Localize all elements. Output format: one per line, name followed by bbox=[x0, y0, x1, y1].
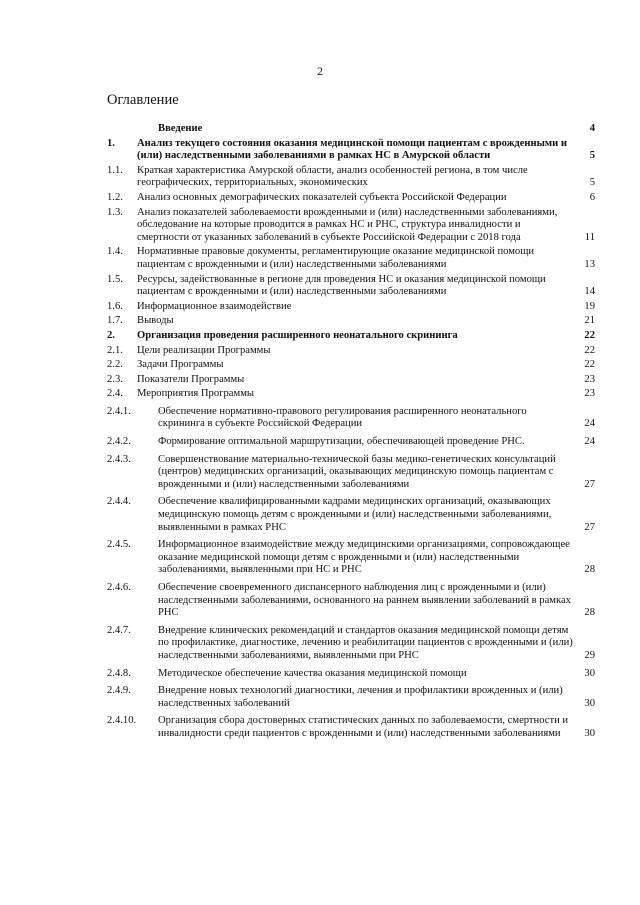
toc-entry-number: 1.4. bbox=[107, 246, 123, 258]
toc-entry[interactable] bbox=[107, 123, 595, 136]
toc-title: Оглавление bbox=[107, 92, 179, 108]
toc-entry[interactable] bbox=[107, 192, 595, 205]
page-number: 2 bbox=[317, 64, 323, 78]
toc-entry[interactable] bbox=[107, 359, 595, 372]
toc-entry[interactable] bbox=[107, 246, 595, 271]
toc-entry-number: 2.4.4. bbox=[107, 496, 131, 508]
toc-entry[interactable] bbox=[107, 685, 595, 710]
toc-entry-number: 1.2. bbox=[107, 191, 123, 203]
toc-entry-page: 23 bbox=[584, 388, 595, 400]
toc-entry-page: 27 bbox=[584, 521, 595, 533]
toc-entry-number: 1.7. bbox=[107, 315, 123, 327]
toc-entry[interactable] bbox=[107, 138, 595, 163]
toc-entry-page: 30 bbox=[584, 727, 595, 739]
toc-entry[interactable] bbox=[107, 454, 595, 492]
toc-entry-page: 22 bbox=[584, 329, 595, 341]
toc-entry-number: 1. bbox=[107, 137, 115, 149]
toc-entry-page: 30 bbox=[584, 667, 595, 679]
toc-entry-number: 2.4.8. bbox=[107, 667, 131, 679]
toc-entry-number: 2.4. bbox=[107, 388, 123, 400]
toc-entry[interactable] bbox=[107, 301, 595, 314]
toc-entry[interactable] bbox=[107, 345, 595, 358]
toc-entry-page: 24 bbox=[584, 436, 595, 448]
toc-entry-title: Обеспечение нормативно-правового регулирования расширенного неонатального скрининга в субъекте Российской Федерации bbox=[158, 405, 527, 430]
toc-entry-page: 5 bbox=[589, 177, 595, 189]
toc-entry-title: Выводы bbox=[137, 315, 174, 327]
toc-entry-page: 28 bbox=[584, 564, 595, 576]
toc-entry[interactable] bbox=[107, 668, 595, 681]
toc-entry[interactable] bbox=[107, 496, 595, 534]
toc-entry-title: Задачи Программы bbox=[137, 359, 224, 371]
toc-entry-title: Краткая характеристика Амурской области, анализ особенностей региона, в том числе географических, территориальных, экономических bbox=[137, 164, 528, 189]
toc-entry[interactable] bbox=[107, 388, 595, 401]
toc-entry-number: 2.1. bbox=[107, 344, 123, 356]
toc-entry-title: Анализ показателей заболеваемости врожденными и (или) наследственными заболеваниями, обследование на которые проводится в рамках НС и РНС, структура инвалидности и смертности от указанных заболеваний в субъекте Российской Федерации с 2018 года bbox=[137, 206, 558, 243]
toc-entry[interactable] bbox=[107, 436, 595, 449]
toc-entry-title: Цели реализации Программы bbox=[137, 344, 271, 356]
toc-entry[interactable] bbox=[107, 315, 595, 328]
toc-entry-number: 2.3. bbox=[107, 373, 123, 385]
toc-entry-title: Мероприятия Программы bbox=[137, 388, 255, 400]
toc-entry-page: 19 bbox=[584, 300, 595, 312]
toc-entry-title: Формирование оптимальной маршрутизации, обеспечивающей проведение РНС. bbox=[158, 436, 525, 448]
toc-entry-number: 1.1. bbox=[107, 164, 123, 176]
toc-entry-page: 24 bbox=[584, 418, 595, 430]
toc-entry-title: Введение bbox=[158, 123, 203, 134]
toc-entry-page: 29 bbox=[584, 649, 595, 661]
toc-entry-title: Совершенствование материально-технической базы медико-генетических консультаций (центров) медицинских организаций, оказывающих медицинскую помощь пациентам с врожденными и (или) наследственными заболеваниями bbox=[158, 453, 556, 490]
toc-entry-number: 2.4.2. bbox=[107, 436, 131, 448]
toc-entry-title: Внедрение клинических рекомендаций и стандартов оказания медицинской помощи детям по профилактике, диагностике, лечению и реабилитации пациентов с врожденными и (или) наследственными заболеваниями, выявленными при РНС bbox=[158, 624, 573, 661]
toc-entry-title: Анализ основных демографических показателей субъекта Российской Федерации bbox=[137, 191, 507, 203]
toc-entry-page: 27 bbox=[584, 478, 595, 490]
toc-entry-title: Нормативные правовые документы, регламентирующие оказание медицинской помощи пациентам с врожденными и (или) наследственными заболеваниями bbox=[137, 246, 535, 270]
toc-entry-page: 4 bbox=[589, 123, 595, 134]
toc-entry-title: Обеспечение квалифицированными кадрами медицинских организаций, оказывающих медицинскую помощь детям с врожденными и (или) наследственными заболеваниями, выявленными в рамках РНС bbox=[158, 496, 552, 533]
toc-entry-page: 23 bbox=[584, 373, 595, 385]
toc-entry-number: 2.4.10. bbox=[107, 715, 137, 727]
toc-entry-page: 11 bbox=[584, 231, 595, 243]
toc-entry-number: 2. bbox=[107, 329, 115, 341]
toc-entry-page: 13 bbox=[584, 258, 595, 270]
toc-entry-number: 1.3. bbox=[107, 206, 123, 218]
toc-entry-page: 28 bbox=[584, 607, 595, 619]
toc-entry[interactable] bbox=[107, 582, 595, 620]
toc-entry-number: 2.2. bbox=[107, 359, 123, 371]
toc-entry-title: Методическое обеспечение качества оказания медицинской помощи bbox=[158, 667, 467, 679]
toc-entry-number: 1.6. bbox=[107, 300, 123, 312]
toc-entry-title: Обеспечение своевременного диспансерного наблюдения лиц с врожденными и (или) наследственными заболеваниями, основанного на раннем выявлении заболеваний в рамках РНС bbox=[158, 582, 571, 619]
toc-entry[interactable] bbox=[107, 406, 595, 431]
toc-entry-title: Ресурсы, задействованные в регионе для проведения НС и оказания медицинской помощи пациентам с врожденными и (или) наследственными заболеваниями bbox=[137, 273, 546, 298]
toc-entry[interactable] bbox=[107, 165, 595, 190]
toc-entry-title: Информационное взаимодействие bbox=[137, 300, 292, 312]
toc-entry[interactable] bbox=[107, 625, 595, 663]
toc-entry-page: 6 bbox=[589, 191, 595, 203]
toc-entry[interactable] bbox=[107, 330, 595, 343]
toc-entry-title: Внедрение новых технологий диагностики, лечения и профилактики врожденных и (или) наследственных заболеваний bbox=[158, 685, 563, 709]
toc-entry-number: 2.4.7. bbox=[107, 624, 131, 636]
toc-entry-page: 21 bbox=[584, 315, 595, 327]
toc-entry-page: 30 bbox=[584, 697, 595, 709]
toc-entry-page: 22 bbox=[584, 344, 595, 356]
toc-entry-number: 2.4.9. bbox=[107, 685, 131, 697]
toc-entry-page: 14 bbox=[584, 286, 595, 298]
toc-entry-title: Организация сбора достоверных статистических данных по заболеваемости, смертности и инвалидности среди пациентов с врожденными и (или) наследственными заболеваниями bbox=[158, 715, 569, 739]
toc-entry-title: Показатели Программы bbox=[137, 373, 245, 385]
toc-entry-page: 22 bbox=[584, 359, 595, 371]
toc-entry[interactable] bbox=[107, 207, 595, 245]
toc-entry-title: Информационное взаимодействие между медицинскими организациями, сопровождающее оказание медицинской помощи детям с врожденными и (или) наследственными заболеваниями, выявленными при НС и РНС bbox=[158, 539, 570, 576]
toc-entry[interactable] bbox=[107, 274, 595, 299]
table-of-contents bbox=[107, 123, 595, 741]
toc-entry-number: 2.4.5. bbox=[107, 539, 131, 551]
toc-entry-page: 5 bbox=[589, 150, 595, 162]
toc-entry[interactable] bbox=[107, 374, 595, 387]
toc-entry[interactable] bbox=[107, 539, 595, 577]
toc-entry-number: 2.4.1. bbox=[107, 405, 131, 417]
toc-entry-number: 2.4.6. bbox=[107, 582, 131, 593]
toc-entry-number: 1.5. bbox=[107, 273, 123, 285]
toc-entry-number: 2.4.3. bbox=[107, 453, 131, 465]
toc-entry[interactable] bbox=[107, 715, 595, 740]
toc-entry-title: Анализ текущего состояния оказания медицинской помощи пациентам с врожденными и (или) наследственными заболеваниями в рамках НС в Амурской области bbox=[137, 137, 567, 162]
toc-entry-title: Организация проведения расширенного неонатального скрининга bbox=[137, 329, 458, 341]
